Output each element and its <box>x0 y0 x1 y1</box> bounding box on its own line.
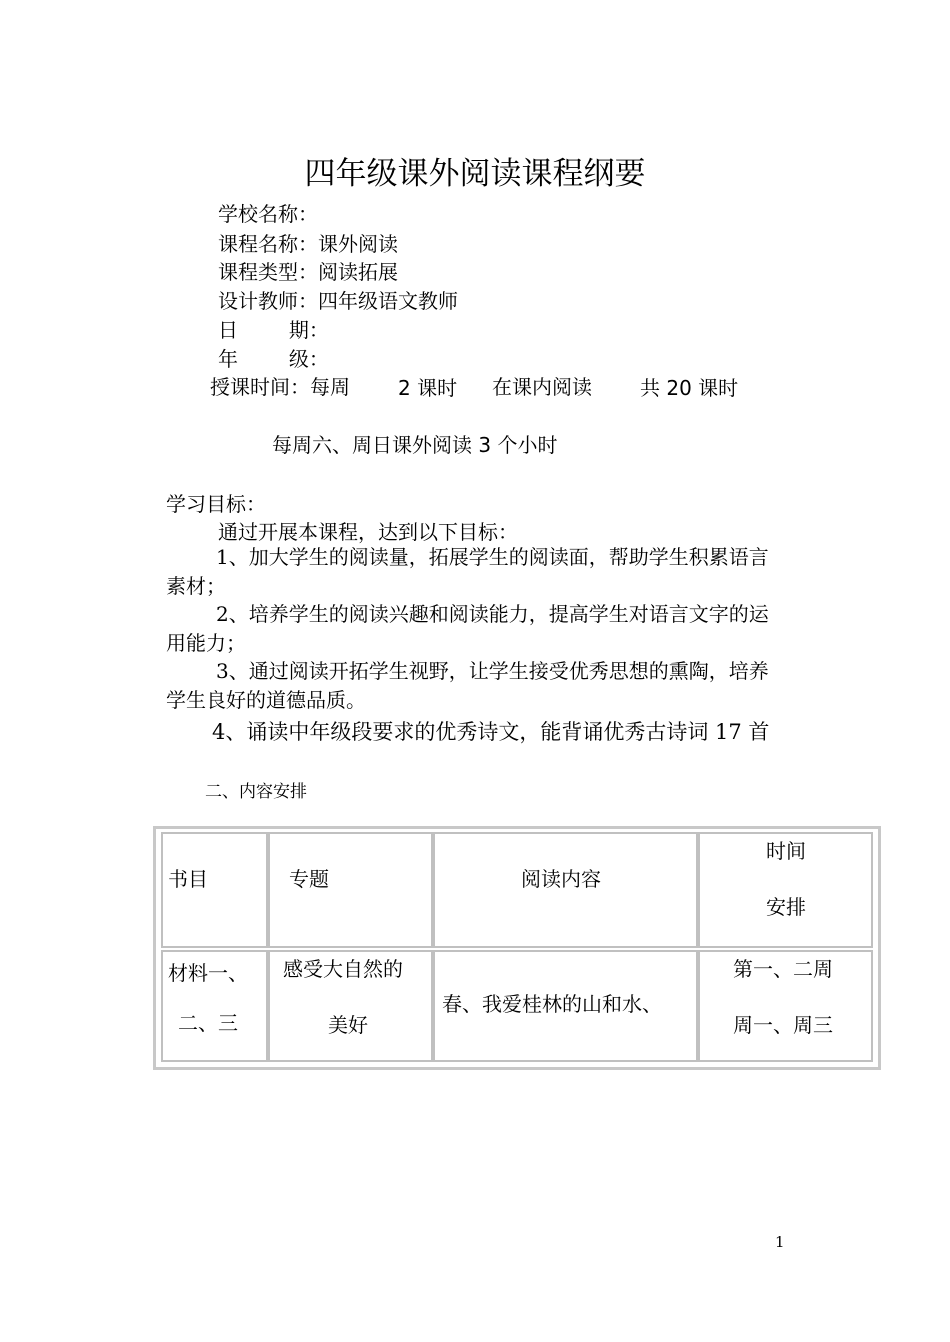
goals-intro: 通过开展本课程，达到以下目标： <box>218 520 518 544</box>
schedule-total: 共 20 课时 <box>640 376 739 400</box>
table-header-arrangement: 安排 <box>766 895 806 919</box>
content-table <box>153 826 881 1070</box>
table-header-content: 阅读内容 <box>521 867 601 891</box>
document-title: 四年级课外阅读课程纲要 <box>304 156 646 192</box>
table-header-book: 书目 <box>168 867 208 891</box>
goal-item-2: 2、培养学生的阅读兴趣和阅读能力，提高学生对语言文字的运用能力； <box>166 602 769 655</box>
page-number: 1 <box>775 1233 785 1251</box>
course-type-line: 课程类型：阅读拓展 <box>218 260 398 284</box>
date-line: 日 期： <box>218 318 329 342</box>
schedule-prefix: 授课时间：每周 <box>210 375 350 399</box>
course-name-line: 课程名称：课外阅读 <box>218 232 398 256</box>
table-book-line1: 材料一、 <box>168 961 248 985</box>
designer-line: 设计教师：四年级语文教师 <box>218 289 458 313</box>
goal-item-3: 3、通过阅读开拓学生视野，让学生接受优秀思想的熏陶，培养学生良好的道德品质。 <box>166 659 769 712</box>
section-heading-content: 二、内容安排 <box>205 782 307 802</box>
table-topic-line2: 美好 <box>328 1013 368 1037</box>
goal-item-4: 4、诵读中年级段要求的优秀诗文，能背诵优秀古诗词 17 首 <box>212 720 770 744</box>
school-name-line: 学校名称： <box>218 202 318 226</box>
grade-line: 年 级： <box>218 347 329 371</box>
schedule-hours: 2 课时 <box>398 376 458 400</box>
table-content-text: 春、我爱桂林的山和水、 <box>442 992 662 1016</box>
goals-heading: 学习目标： <box>166 492 266 516</box>
table-header-topic: 专题 <box>289 867 329 891</box>
table-time-line1: 第一、二周 <box>733 957 833 981</box>
table-header-time: 时间 <box>766 839 806 863</box>
schedule-in-class: 在课内阅读 <box>492 375 592 399</box>
table-topic-line1: 感受大自然的 <box>283 957 403 981</box>
table-book-line2: 二、三 <box>178 1011 238 1035</box>
table-time-line2: 周一、周三 <box>733 1013 833 1037</box>
goal-item-1: 1、加大学生的阅读量，拓展学生的阅读面，帮助学生积累语言素材； <box>166 545 769 598</box>
weekend-reading-line: 每周六、周日课外阅读 3 个小时 <box>272 433 558 457</box>
